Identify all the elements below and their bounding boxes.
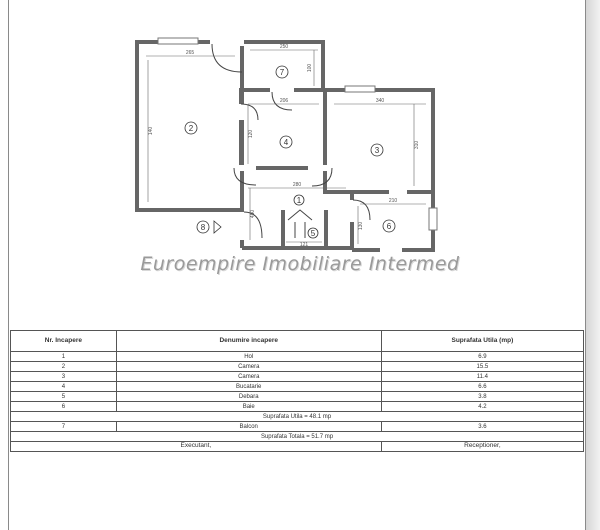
dim-label: 130 — [358, 221, 364, 231]
room-1-walls — [242, 168, 352, 248]
table-cell: Hol — [116, 352, 381, 362]
table-cell: 4.2 — [381, 402, 583, 412]
dim-label: 250 — [279, 44, 289, 50]
table-cell: 6.9 — [381, 352, 583, 362]
table-cell: 7 — [11, 422, 117, 432]
table-cell: Camera — [116, 362, 381, 372]
table-cell: 6 — [11, 402, 117, 412]
dim-label: 121 — [299, 242, 309, 248]
grand-total-row — [11, 432, 584, 442]
table-header-row — [11, 331, 584, 352]
table-row — [11, 392, 584, 402]
table-cell: Balcon — [116, 422, 381, 432]
executant-label: Executant, — [11, 442, 382, 452]
table-cell: 3.8 — [381, 392, 583, 402]
header-nr: Nr. Incapere — [11, 331, 117, 352]
room-number: 1 — [296, 196, 302, 205]
dim-label: 140 — [148, 126, 154, 136]
dim-label: 340 — [375, 98, 385, 104]
table-cell: 5 — [11, 392, 117, 402]
table-row — [11, 382, 584, 392]
table-cell: 2 — [11, 362, 117, 372]
room-number: 8 — [200, 223, 206, 232]
room-number: 4 — [283, 138, 289, 147]
table-cell: Baie — [116, 402, 381, 412]
dim-label: 100 — [307, 63, 313, 73]
dim-label: 265 — [185, 50, 195, 56]
table-cell: 3.6 — [381, 422, 583, 432]
useful-total-row — [11, 412, 584, 422]
table-cell: 1 — [11, 352, 117, 362]
table-cell: 15.5 — [381, 362, 583, 372]
table-cell: Bucatarie — [116, 382, 381, 392]
entrance-arrow-icon — [214, 221, 221, 233]
dim-label: 450 — [250, 209, 256, 219]
dim-label: 206 — [279, 98, 289, 104]
dim-label: 280 — [292, 182, 302, 188]
dim-label: 120 — [248, 129, 254, 139]
header-area: Suprafata Utila (mp) — [381, 331, 583, 352]
table-cell: 3 — [11, 372, 117, 382]
table-row — [11, 422, 584, 432]
table-cell: Debara — [116, 392, 381, 402]
table-row — [11, 372, 584, 382]
grand-total: Suprafata Totala = 51.7 mp — [11, 432, 584, 442]
room-number: 2 — [188, 124, 194, 133]
room-table — [10, 330, 584, 452]
table-row — [11, 352, 584, 362]
dim-label: 310 — [414, 140, 420, 150]
header-name: Denumire incapere — [116, 331, 381, 352]
table-cell: Camera — [116, 372, 381, 382]
receptioner-label: Receptioner, — [381, 442, 583, 452]
table-row — [11, 402, 584, 412]
dim-label: 210 — [388, 198, 398, 204]
table-row — [11, 362, 584, 372]
room-number: 6 — [386, 222, 392, 231]
table-cell: 4 — [11, 382, 117, 392]
watermark: Euroempire Imobiliare Intermed — [140, 253, 460, 275]
table-cell: 6.6 — [381, 382, 583, 392]
useful-total: Suprafata Utila = 48.1 mp — [11, 412, 584, 422]
room-number: 3 — [374, 146, 380, 155]
room-number: 5 — [310, 229, 316, 238]
room-number: 7 — [279, 68, 285, 77]
table-cell: 11.4 — [381, 372, 583, 382]
signature-row — [11, 442, 584, 452]
